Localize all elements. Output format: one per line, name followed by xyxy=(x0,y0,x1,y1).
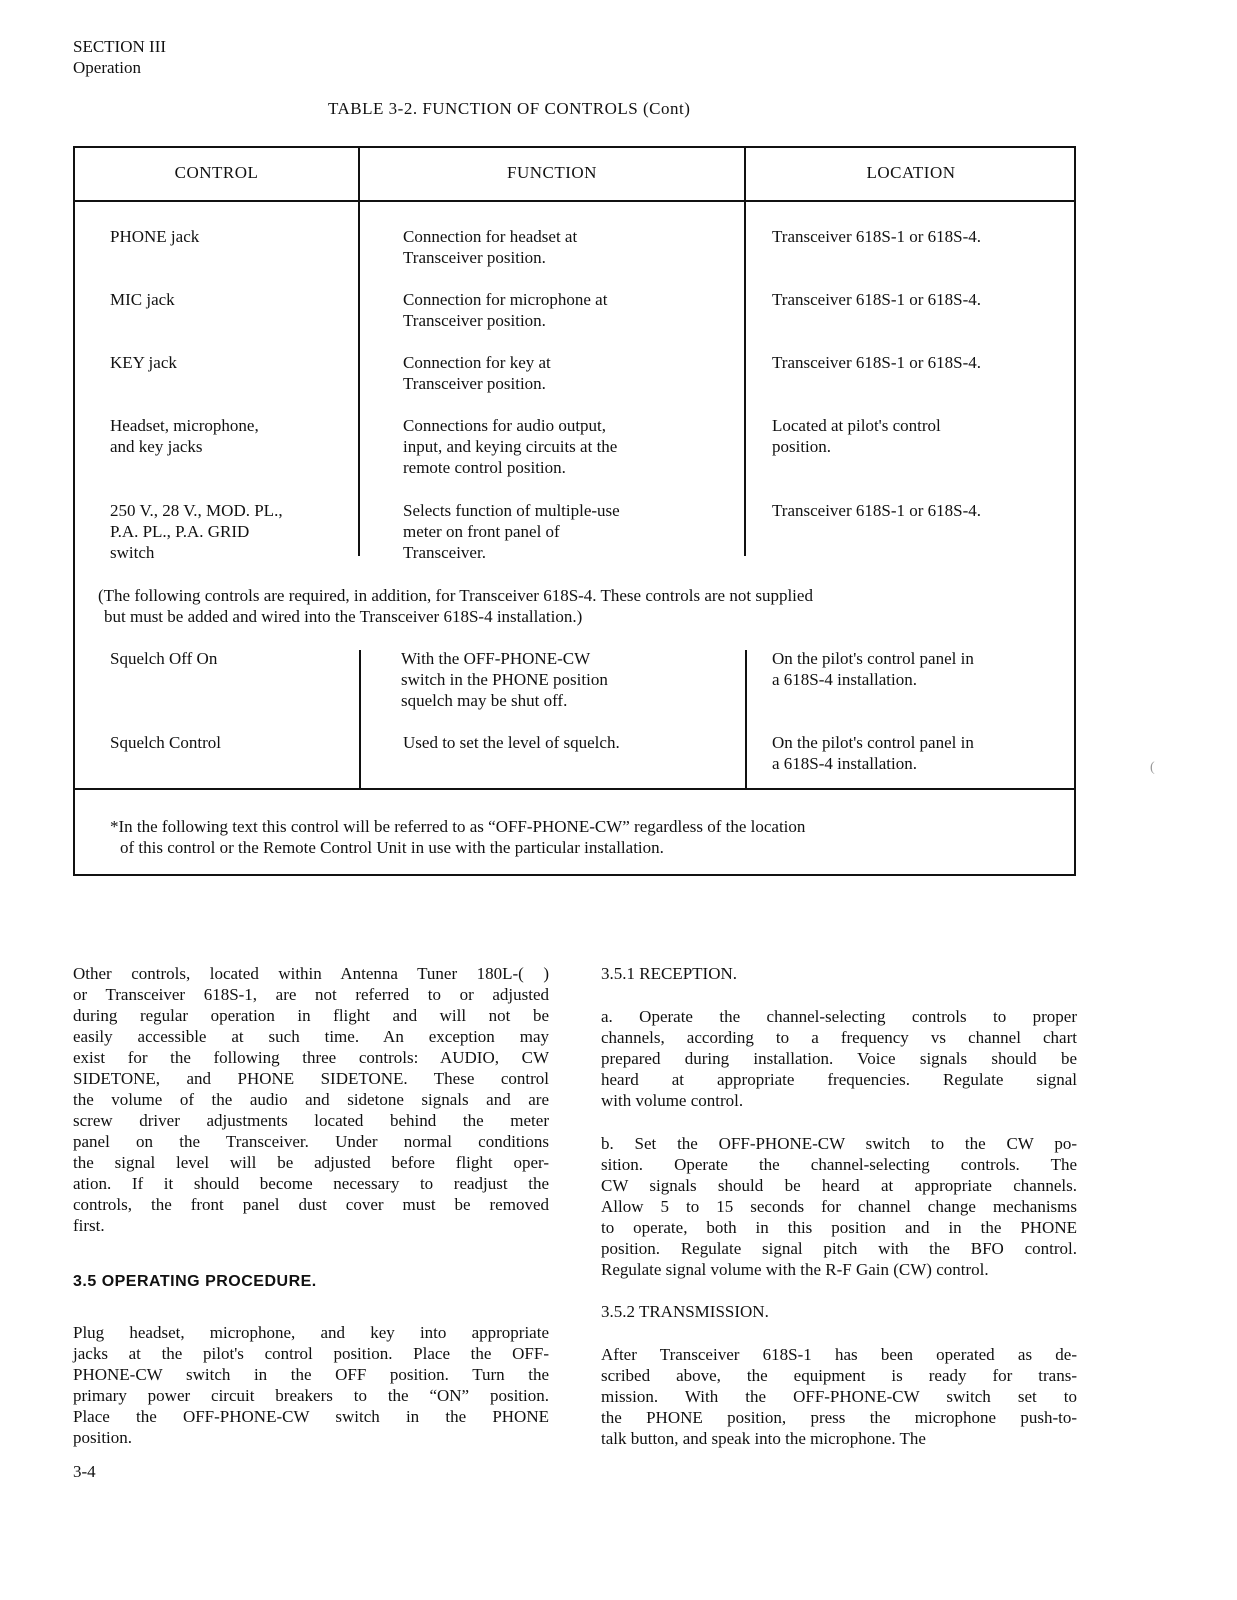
cell-function: Connection for microphone at Transceiver position. xyxy=(403,290,608,330)
table-row xyxy=(110,648,217,669)
column-header-function: FUNCTION xyxy=(507,163,597,182)
cell-location: Located at pilot's control position. xyxy=(772,416,941,456)
cell-function: Used to set the level of squelch. xyxy=(403,733,620,752)
cell-control: 250 V., 28 V., MOD. PL., xyxy=(110,501,283,520)
table-footnote: *In the following text this control will be referred to as “OFF-PHONE-CW” regardless of the location of this control or the Remote Control Unit in use with the particular installation. xyxy=(110,817,806,857)
section-subtitle: Operation xyxy=(73,58,141,77)
section-label: SECTION III xyxy=(73,37,167,56)
cell-location: Transceiver 618S-1 or 618S-4. xyxy=(772,227,982,246)
page-number: 3-4 xyxy=(73,1462,96,1481)
subsection-heading-transmission: 3.5.2 TRANSMISSION. xyxy=(601,1302,769,1321)
cell-location: Transceiver 618S-1 or 618S-4. xyxy=(772,501,982,520)
table-note: (The following controls are required, in addition, for Transceiver 618S-4. These controls are not supplied but must be added and wired into the Transceiver 618S-4 installation.) xyxy=(98,586,813,626)
cell-location: On the pilot's control panel in a 618S-4 installation. xyxy=(772,649,974,689)
table-row: Headset, microphone, and key jacks xyxy=(110,416,259,456)
table-row: 250 V., 28 V., MOD. PL., P.A. PL., P.A. GRID switch xyxy=(110,501,283,562)
cell-location: Transceiver 618S-1 or 618S-4. xyxy=(772,290,982,309)
cell-control: Headset, microphone, xyxy=(110,416,259,435)
table-row xyxy=(110,226,199,247)
cell-function: Connection for key at Transceiver position. xyxy=(403,353,551,393)
cell-function: Connections for audio output, input, and keying circuits at the remote control position. xyxy=(403,416,618,477)
column-divider xyxy=(744,146,746,556)
cell-location: Transceiver 618S-1 or 618S-4. xyxy=(772,353,982,372)
subsection-heading-reception: 3.5.1 RECEPTION. xyxy=(601,964,737,983)
table-row xyxy=(110,289,175,310)
cell-location: On the pilot's control panel in a 618S-4 installation. xyxy=(772,733,974,773)
cell-function: Connection for headset at Transceiver position. xyxy=(403,227,578,267)
cell-control: Squelch Control xyxy=(110,733,221,752)
column-header-control: CONTROL xyxy=(174,163,259,182)
column-divider xyxy=(358,146,360,556)
body-paragraph-controls: Other controls, located within Antenna Tuner 180L-( ) or Transceiver 618S-1, are not referred to or adjusted during regular operation in flight and will not be easily accessible at such time. An exception may exist for the following three controls: AUDIO, CW SIDETONE, and PHONE SIDETONE. These control the volume of the audio and sidetone signals and are screw driver adjustments located behind the meter panel on the Transceiver. Under normal conditions the signal level will be adjusted before flight oper- ation. If it should become necessary to readjust the controls, the front panel dust cover must be removed first. xyxy=(73,964,549,1235)
table-header-rule xyxy=(73,200,1076,202)
cell-function: Selects function of multiple-use meter on front panel of Transceiver. xyxy=(403,501,620,562)
body-paragraph-procedure: Plug headset, microphone, and key into appropriate jacks at the pilot's control position. Place the OFF- PHONE-CW switch in the OFF position. Turn the primary power circuit breakers to the “ON” position. Place the OFF-PHONE-CW switch in the PHONE position. xyxy=(73,1323,549,1447)
table-row xyxy=(110,352,177,373)
body-paragraph-transmission: After Transceiver 618S-1 has been operated as de- scribed above, the equipment is ready for trans- mission. With the OFF-PHONE-CW switch set to the PHONE position, press the microphone push-to- talk button, and speak into the microphone. The xyxy=(601,1345,1077,1448)
cell-function: With the OFF-PHONE-CW switch in the PHONE position squelch may be shut off. xyxy=(401,649,608,710)
cell-control: PHONE jack xyxy=(110,227,200,246)
scan-speck: ( xyxy=(1150,760,1155,775)
cell-control: Squelch Off On xyxy=(110,649,218,668)
cell-control: MIC jack xyxy=(110,290,175,309)
section-heading-operating-procedure: 3.5 OPERATING PROCEDURE. xyxy=(73,1273,317,1290)
body-paragraph-reception-b: b. Set the OFF-PHONE-CW switch to the CW po- sition. Operate the channel-selecting controls. The CW signals should be heard at appropriate channels. Allow 5 to 15 seconds for channel change mechanisms to operate, both in this position and in the PHONE position. Regulate signal pitch with the BFO control. Regulate signal volume with the R-F Gain (CW) control. xyxy=(601,1134,1077,1279)
table-footnote-rule xyxy=(73,788,1076,790)
table-caption: TABLE 3-2. FUNCTION OF CONTROLS (Cont) xyxy=(328,99,691,118)
column-divider xyxy=(745,650,747,788)
column-header-location: LOCATION xyxy=(866,163,956,182)
cell-control: KEY jack xyxy=(110,353,177,372)
table-row xyxy=(110,732,221,753)
column-divider xyxy=(359,650,361,788)
body-paragraph-reception-a: a. Operate the channel-selecting controls to proper channels, according to a frequency vs channel chart prepared during installation. Voice signals should be heard at appropriate frequencies. Regulate signal with volume control. xyxy=(601,1007,1077,1110)
